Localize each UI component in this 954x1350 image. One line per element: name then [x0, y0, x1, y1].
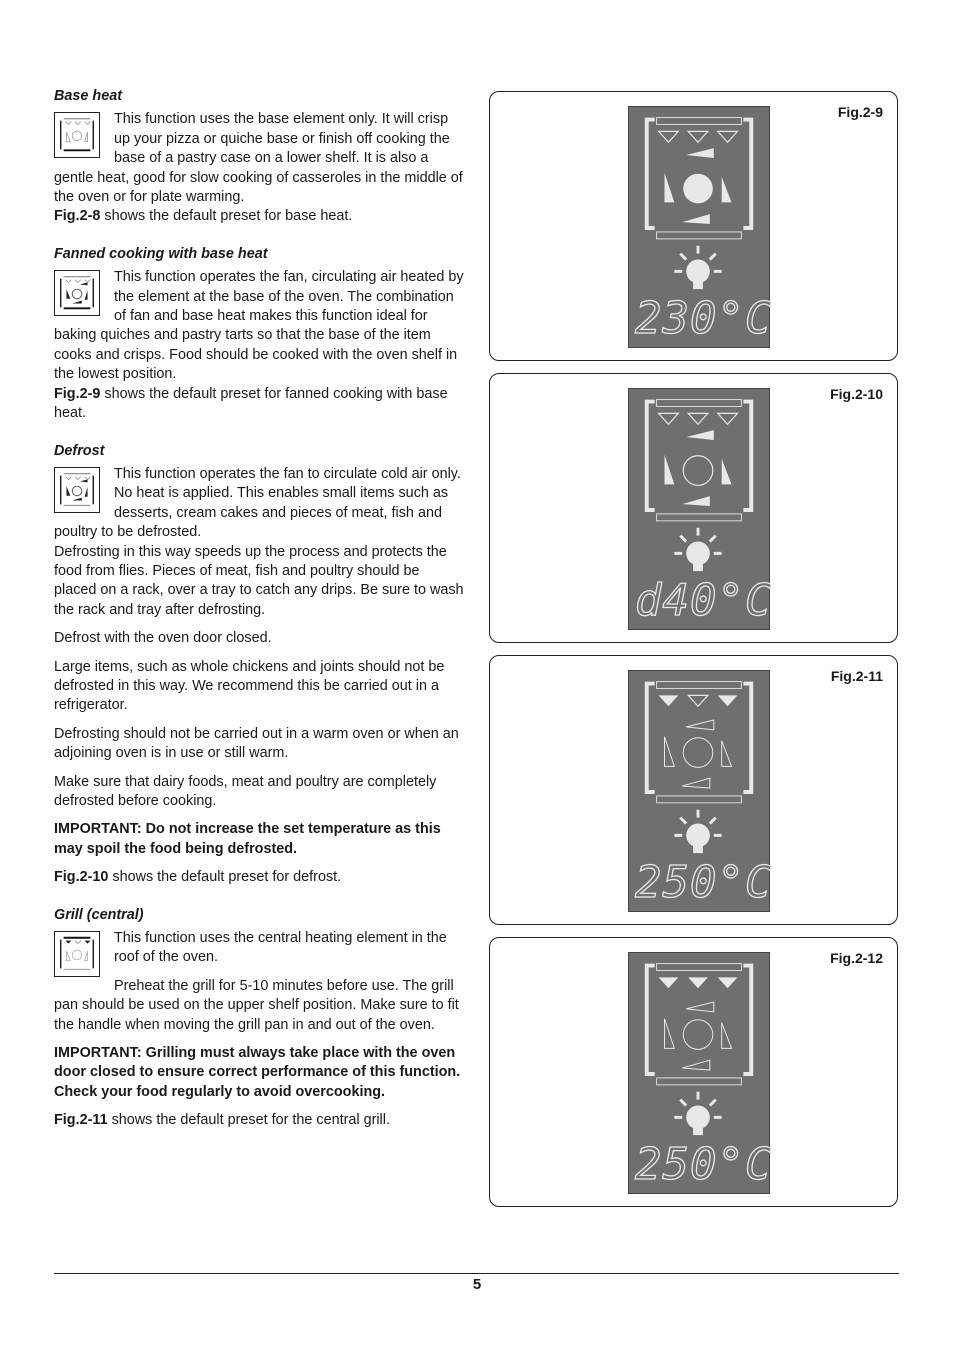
important-note: IMPORTANT: Grilling must always take place with the oven door closed to ensure correct performance of this function. Check your food regularly to avoid overcooking.: [54, 1045, 461, 1100]
temperature-readout: 250°C: [635, 1139, 773, 1190]
figure-reference: [54, 207, 464, 226]
figure-reference: [54, 385, 464, 424]
paragraph: Defrosting should not be carried out in a warm oven or when an adjoining oven is in use or still warm.: [54, 725, 459, 762]
figure-ref-text: shows the default preset for the central grill.: [107, 1112, 390, 1129]
section-grill-central: [54, 906, 464, 1131]
figure-ref-label: Fig.2-10: [54, 869, 109, 886]
intro-text: This function uses the central heating element in the roof of the oven.: [114, 930, 447, 966]
section-fanned-base-heat: [54, 245, 464, 424]
intro-text: This function operates the fan to circulate cold air only. No heat is applied. This enables small items such as desserts, cream cakes and pieces of meat, fish and poultry to be defrosted.: [54, 465, 461, 541]
figure-ref-label: Fig.2-9: [54, 385, 101, 402]
temperature-readout: 250°C: [635, 857, 773, 908]
temperature-readout: d40°C: [635, 575, 773, 626]
oven-display-panel: [628, 670, 773, 912]
grill-icon: [54, 931, 100, 977]
section-intro: [54, 268, 464, 384]
figure-ref-text: shows the default preset for defrost.: [108, 869, 342, 886]
section-intro: [54, 929, 464, 1044]
section-intro: [54, 465, 464, 543]
section-heading: Base heat: [54, 88, 122, 104]
intro-text: This function uses the base element only. It will crisp up your pizza or quiche base or finish off cooking the base of a pastry case on a lower shelf. It is also a gentle heat, good for slow cooking of casseroles in the middle of the oven or for plate warming.: [54, 111, 463, 206]
section-defrost: [54, 442, 464, 888]
section-intro: [54, 110, 464, 207]
figure-label: Fig.2-10: [830, 386, 883, 402]
figure-2-10: [489, 373, 898, 643]
oven-display-panel: [628, 952, 773, 1194]
text-column: [54, 87, 464, 1149]
figure-label: Fig.2-12: [830, 950, 883, 966]
figure-ref-text: shows the default preset for base heat.: [100, 208, 353, 225]
page-number: 5: [472, 1276, 482, 1293]
figure-label: Fig.2-9: [837, 104, 883, 120]
section-heading: Grill (central): [54, 906, 144, 923]
defrost-icon: [54, 467, 100, 513]
figure-2-12: [489, 937, 898, 1207]
fan-base-heat-icon: [54, 270, 100, 316]
section-heading: Defrost: [54, 442, 105, 459]
paragraph: Preheat the grill for 5-10 minutes before use. The grill pan should be used on the upper shelf position. Make sure to fit the handle when moving the grill pan in and out of the oven.: [54, 977, 459, 1033]
section-heading: Fanned cooking with base heat: [54, 245, 268, 262]
footer-divider: [54, 1273, 899, 1274]
figure-reference: [54, 1111, 464, 1130]
temperature-readout: 230°C: [635, 293, 773, 344]
paragraph: Defrosting in this way speeds up the process and protects the food from flies. Pieces of meat, fish and poultry should be placed on a rack, over a tray to catch any drips. Be sure to wash the rack and tray after defrosting.: [54, 543, 464, 618]
intro-text: This function operates the fan, circulating air heated by the element at the base of the oven. The combination of fan and base heat makes this function ideal for baking quiches and pastry tarts so that the base of the item cooks and crisps. Food should be cooked with the oven shelf in the lowest position.: [54, 269, 464, 383]
section-base-heat: [54, 87, 464, 227]
figure-label: Fig.2-11: [830, 668, 883, 684]
paragraph: Large items, such as whole chickens and joints should not be defrosted in this way. We recommend this be carried out in a refrigerator.: [54, 658, 445, 714]
figure-ref-label: Fig.2-11: [54, 1112, 108, 1129]
oven-display-panel: [628, 106, 773, 348]
oven-display-panel: [628, 388, 773, 630]
figure-ref-label: Fig.2-8: [54, 208, 101, 225]
figure-ref-text: shows the default preset for fanned cooking with base heat.: [54, 385, 448, 422]
figure-2-9: [489, 91, 898, 361]
paragraph: Make sure that dairy foods, meat and poultry are completely defrosted before cooking.: [54, 773, 437, 809]
figure-reference: [54, 868, 464, 887]
figure-2-11: [489, 655, 898, 925]
base-heat-icon: [54, 112, 100, 158]
important-note: IMPORTANT: Do not increase the set temperature as this may spoil the food being defrosted.: [54, 821, 441, 857]
paragraph: Defrost with the oven door closed.: [54, 630, 272, 647]
